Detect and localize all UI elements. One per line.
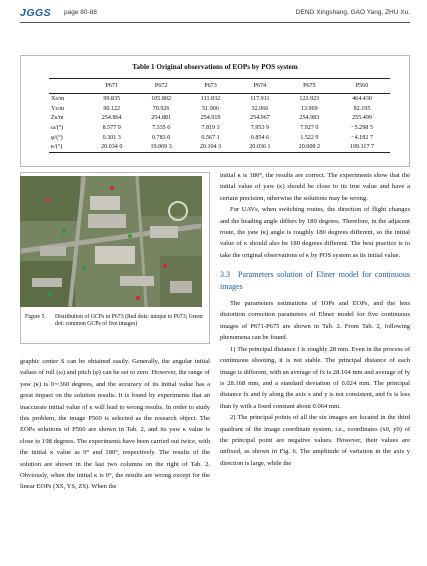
col-header: P672 — [136, 79, 185, 94]
table-cell: 199.117 7 — [334, 142, 390, 152]
table-cell: 20.104 3 — [186, 142, 235, 152]
table-cell: 0.854 6 — [250, 134, 270, 141]
table-cell: 7.953 9 — [250, 124, 270, 131]
table-row — [49, 142, 390, 152]
running-header — [20, 7, 410, 21]
table-1-caption: Table 1 Original observations of EOPs by POS system — [132, 63, 298, 71]
table-cell: 13.969 — [300, 105, 318, 112]
table-row — [49, 94, 390, 104]
paragraph: For UAVs, when switching routes, the direction of flight changes and the heading angle differs by 180 degrees. Therefore, in the adjacent route, the yaw (κ) angle is roughly 180 degrees different, so the initial value of κ should also be 180 degrees different. The best practice is to take the original observations of κ by POS system as its initial value. — [220, 206, 410, 259]
section-heading — [220, 269, 410, 292]
aerial-image — [20, 176, 202, 307]
row-label: Zs/m — [51, 115, 64, 122]
table-cell: 90.122 — [103, 105, 121, 112]
figure-5-label: Figure 5 — [25, 314, 45, 320]
paragraph: 2) The principal points of all the six images are located in the third quadrant of the image coordinate system, i.e., coordinates (x0, y0) of the principal point are negative values. However, their values are unfixed, as shown in Fig. 6. The amplitude of variation in the axis y direction is large, while the — [220, 414, 410, 467]
table-cell: 0.301 3 — [102, 134, 121, 141]
header-rule — [20, 22, 410, 23]
table-cell: 8.577 9 — [102, 124, 121, 131]
table-row — [49, 113, 390, 123]
table-cell: 105.802 — [151, 95, 172, 102]
table-cell: 7.335 6 — [151, 124, 171, 131]
table-cell: 254.919 — [200, 115, 221, 122]
table-cell: 82.195 — [353, 105, 371, 112]
table-1-box — [20, 55, 410, 167]
table-cell: 254.864 — [101, 115, 122, 122]
paragraph: initial κ is 180°, the results are correct. The experiments show that the initial value of yaw (κ) should be close to its true value and have a certain precision, otherwise the solutions may be wrong. — [220, 172, 410, 202]
col-header: P673 — [186, 79, 235, 94]
table-cell: 32.966 — [251, 105, 269, 112]
table-row — [49, 123, 390, 133]
figure-5-caption-text: Distribution of GCPs in P673 (Red dots: unique to P673; Green dot: common GCPs of five images) — [55, 314, 203, 328]
col-header: P560 — [334, 79, 390, 94]
right-column — [220, 170, 410, 469]
row-label: Ys/m — [51, 105, 65, 112]
table-header-row — [49, 79, 390, 94]
col-header: P671 — [87, 79, 136, 94]
row-label: κ/(°) — [49, 142, 87, 152]
page-range: page 80-88 — [64, 9, 97, 16]
table-cell: 51.906 — [202, 105, 219, 112]
table-1 — [49, 78, 390, 153]
left-column — [20, 356, 210, 493]
table-cell: 255.499 — [352, 115, 372, 122]
section-number: 3.3 — [220, 270, 230, 280]
table-cell: 254.967 — [250, 115, 270, 122]
row-label: Xs/m — [51, 95, 65, 102]
section-title: Parameters solution of Ebner model for continuous images — [220, 270, 410, 291]
table-cell: 20.036 1 — [235, 142, 284, 152]
header-authors: DENG Xingshang, GAO Yang, ZHU Xu. — [295, 9, 410, 16]
paragraph: 1) The principal distance f is roughly 28 mm. Even in the process of continuous shooting, it is not stable. The principal distance of each image is different, with an average of fx is 28.104 mm and average of fy is 28.168 mm, and a standard deviation of 0.024 mm. The principal distance fx and fy along the axis x and y is not consistent, and fx is less than fy with a fixed constant about 0.064 mm. — [220, 345, 410, 410]
table-cell: −4.182 7 — [351, 134, 373, 141]
table-cell: 111.832 — [200, 95, 221, 102]
paragraph: The parameters estimations of IOPs and EOPs, and the lens distortion correction parameters of Ebner model for five continuous images of P671-P675 are shown in Tab. 2. From Tab. 2, following phenomena can be found. — [220, 300, 410, 342]
table-cell: 20.034 0 — [87, 142, 136, 152]
table-cell: 20.008 2 — [285, 142, 334, 152]
table-cell: 254.881 — [151, 115, 172, 122]
paragraph: graphic center S can be obtained easily. Generally, the angular initial values of roll (ω) and pitch (φ) can be set to zero. However, the range of yaw (κ) is 0∼360 degrees, and the accuracy of its initial value has a great impact on the solution results. It is found by experiments that an inaccurate initial value of κ will lead to wrong results. In order to study this problem, the image P560 is selected as the research object. The EOPs solutions of P560 are shown in Tab. 2, and its yaw κ value is close to 198 degrees. The experiments have been carried out twice, with the initial κ value as 0° and 180°, respectively. The results of the solution are shown in the last two columns on the right of Tab. 2. Obviously, when the initial κ is 0°, the results are wrong except for the linear EOPs (XS, YS, ZS). When the — [20, 358, 210, 491]
table-cell: −5.298 5 — [351, 124, 373, 131]
table-cell: 123.923 — [299, 95, 320, 102]
table-cell: 117.911 — [250, 95, 270, 102]
table-cell: 19.969 3 — [136, 142, 185, 152]
table-corner — [49, 79, 87, 94]
table-cell: 7.927 0 — [300, 124, 319, 131]
aerial-photo — [20, 176, 202, 307]
table-row — [49, 104, 390, 114]
table-cell: 464.430 — [352, 95, 372, 102]
table-cell: 254.983 — [299, 115, 320, 122]
col-header: P674 — [235, 79, 284, 94]
table-row — [49, 133, 390, 143]
row-label: φ/(°) — [51, 134, 63, 141]
table-cell: 0.783 0 — [151, 134, 171, 141]
table-cell: 0.567 1 — [201, 134, 220, 141]
table-cell: 1.522 9 — [300, 134, 319, 141]
table-cell: 70.926 — [152, 105, 170, 112]
col-header: P675 — [285, 79, 334, 94]
journal-logo: JGGS — [20, 7, 52, 19]
table-cell: 99.835 — [103, 95, 121, 102]
row-label: ω/(°) — [51, 124, 64, 131]
table-cell: 7.819 3 — [201, 124, 220, 131]
